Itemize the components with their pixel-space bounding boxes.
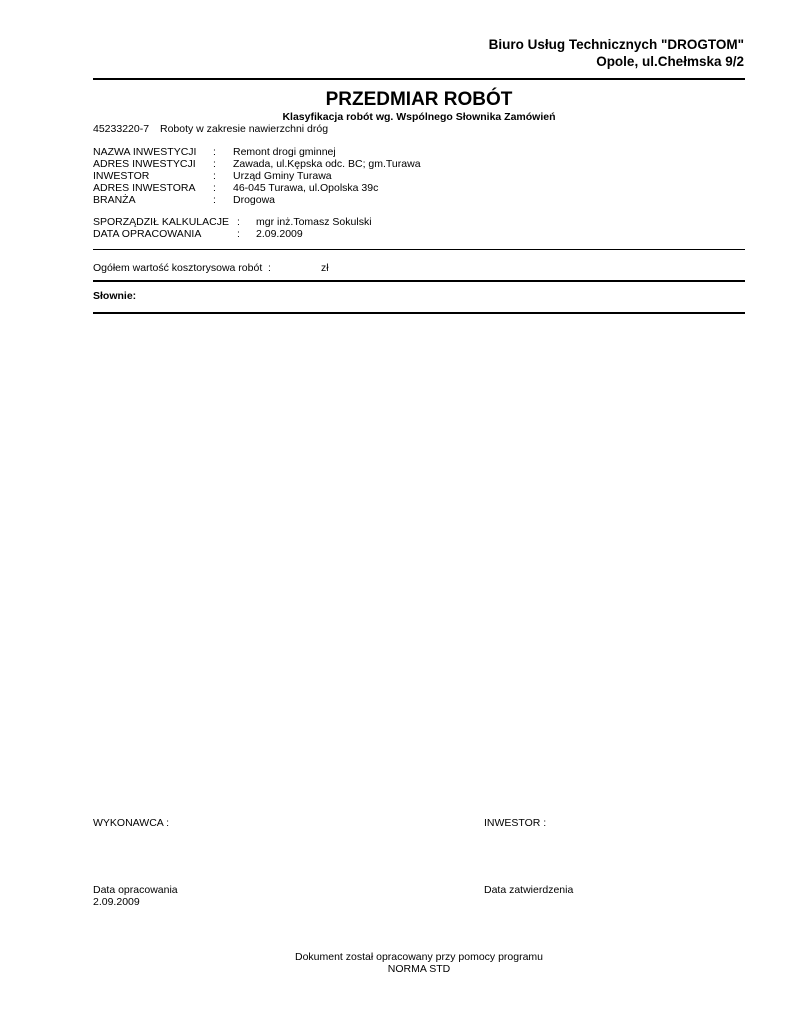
total-currency: zł bbox=[321, 262, 329, 274]
company-address: Opole, ul.Chełmska 9/2 bbox=[596, 54, 744, 69]
classification-heading: Klasyfikacja robót wg. Wspólnego Słownika Zamówień bbox=[282, 111, 556, 123]
contractor-label: WYKONAWCA : bbox=[93, 817, 170, 829]
company-name: Biuro Usług Technicznych "DROGTOM" bbox=[488, 37, 744, 52]
info-value: Zawada, ul.Kępska odc. BC; gm.Turawa bbox=[233, 158, 421, 170]
words-label: Słownie: bbox=[93, 290, 137, 302]
info-label: ADRES INWESTORA bbox=[93, 182, 196, 194]
total-separator: : bbox=[268, 262, 271, 274]
footer-line: Dokument został opracowany przy pomocy programu bbox=[294, 951, 544, 963]
info-label: BRANŻA bbox=[93, 194, 136, 206]
prep-date-value: 2.09.2009 bbox=[93, 896, 140, 908]
prepared-separator: : bbox=[237, 228, 240, 240]
prep-date-label: Data opracowania bbox=[93, 884, 178, 896]
info-separator: : bbox=[213, 158, 216, 170]
divider bbox=[93, 249, 745, 250]
info-separator: : bbox=[213, 146, 216, 158]
cpv-code: 45233220-7 bbox=[93, 123, 150, 135]
prepared-value: 2.09.2009 bbox=[256, 228, 303, 240]
page-title: PRZEDMIAR ROBÓT bbox=[325, 89, 513, 110]
info-label: ADRES INWESTYCJI bbox=[93, 158, 196, 170]
prepared-separator: : bbox=[237, 216, 240, 228]
info-separator: : bbox=[213, 170, 216, 182]
info-label: INWESTOR bbox=[93, 170, 150, 182]
info-separator: : bbox=[213, 194, 216, 206]
prepared-label: DATA OPRACOWANIA bbox=[93, 228, 202, 240]
info-value: 46-045 Turawa, ul.Opolska 39c bbox=[233, 182, 379, 194]
prepared-label: SPORZĄDZIŁ KALKULACJE bbox=[93, 216, 229, 228]
prepared-value: mgr inż.Tomasz Sokulski bbox=[256, 216, 372, 228]
info-label: NAZWA INWESTYCJI bbox=[93, 146, 197, 158]
divider bbox=[93, 312, 745, 314]
info-separator: : bbox=[213, 182, 216, 194]
approval-date-label: Data zatwierdzenia bbox=[484, 884, 574, 896]
info-value: Remont drogi gminnej bbox=[233, 146, 336, 158]
info-value: Urząd Gminy Turawa bbox=[233, 170, 332, 182]
footer-program-name: NORMA STD bbox=[387, 963, 451, 975]
header-divider bbox=[93, 78, 745, 80]
investor-label: INWESTOR : bbox=[484, 817, 547, 829]
info-value: Drogowa bbox=[233, 194, 276, 206]
cpv-description: Roboty w zakresie nawierzchni dróg bbox=[160, 123, 329, 135]
divider bbox=[93, 280, 745, 282]
total-label: Ogółem wartość kosztorysowa robót bbox=[93, 262, 263, 274]
